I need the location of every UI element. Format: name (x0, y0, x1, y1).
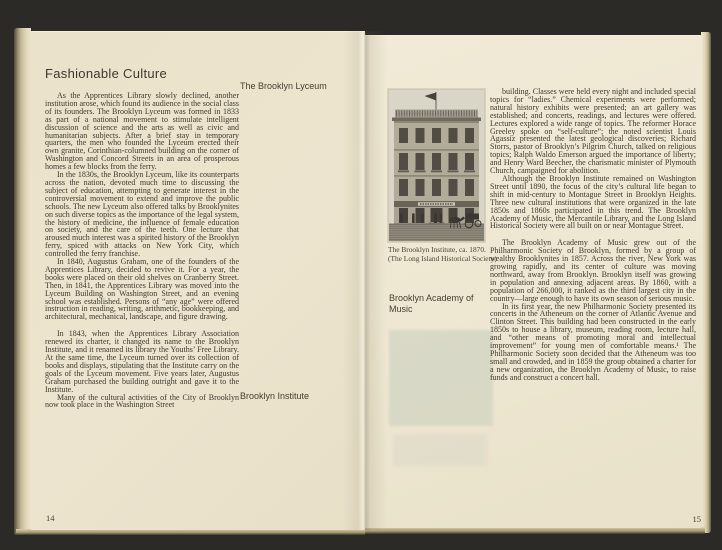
right-text-column (490, 88, 696, 382)
page-edge-bottom-right (365, 527, 705, 534)
paragraph: The Brooklyn Academy of Music grew out of the Philharmonic Society of Brooklyn, formed by a group of wealthy Brooklynites in 1857. Across the river, New York was growing rapidly, and its center of culture was moving northward, away from Brooklyn. Brooklyn itself was growing in population and annexing adjacent areas. By 1860, with a population of 266,000, it ranked as the third largest city in the country—large enough to have its own season of serious music. (490, 238, 696, 303)
margin-label-brooklyn-institute: Brooklyn Institute (240, 391, 310, 401)
figure-caption: The Brooklyn Institute, ca. 1870. (The Long Island Historical Society) (388, 245, 497, 263)
paragraph: building. Classes were held every night and included special topics for “ladies.” Chemical experiments were performed; natural history exhibits were presented; an art gallery was established; and concerts, readings, and lectures were offered. Lectures explored a wide range of topics. The reformer Horace Greeley spoke on “self-culture”; the noted scientist Louis Agassiz presented the latest geological discoveries; Richard Storrs, pastor of Brooklyn’s Pilgrim Church, talked on religious topics; Ralph Waldo Emerson argued the importance of liberty; and Henry Ward Beecher, the charismatic minister of Plymouth Church, campaigned for abolition. (490, 87, 696, 176)
brooklyn-institute-engraving (388, 89, 485, 242)
page-edge-stack-left (14, 28, 31, 535)
section-heading: Fashionable Culture (45, 66, 168, 81)
page-bleedthrough-image (389, 330, 493, 426)
building-facade (394, 123, 479, 201)
page-edge-stack-right (701, 32, 711, 533)
building-parapet (392, 110, 481, 124)
page-bleedthrough-text (393, 434, 487, 466)
paragraph: In 1840, Augustus Graham, one of the founders of the Apprentices Library, decided to revive it. For a year, the books were placed on their old shelves on Cranberry Street. Then, in 1841, the Apprentices Library was moved into the Lyceum Building on Washington Street, and an evening school was established. Persons of “any age” were offered instruction in reading, writing, arithmetic, bookkeeping, and architectural, mechanical, landscape, and figure drawing. (45, 257, 239, 322)
paragraph: Many of the cultural activities of the City of Brooklyn now took place in the Washington Street (45, 392, 239, 410)
paragraph: As the Apprentices Library slowly declined, another institution arose, which found its audience in the social class of its founders. The Brooklyn Lyceum was formed in 1833 as part of a national movement to stimulate intelligent discussion of science and the arts as well as civic and humanitarian subjects. After a brief stay in temporary quarters, the men who founded the Lyceum erected their own granite, Corinthian-columned building on the corner of Washington and Concord Streets in an area of prosperous homes a few blocks from the ferry. (45, 91, 239, 172)
paragraph: Although the Brooklyn Institute remained on Washington Street until 1890, the focus of the city’s cultural life began to shift in mid-century to Montague Street in Brooklyn Heights. Three new cultural institutions that were organized in the late 1850s and 1860s participated in this trend. The Brooklyn Academy of Music, the Mercantile Library, and the Long Island Historical Society were all built on or near Montague Street. (490, 173, 696, 231)
right-page (365, 35, 702, 528)
engraving-image (388, 89, 485, 242)
left-page (30, 31, 365, 530)
page-number-left: 14 (46, 513, 55, 523)
page-number-right: 15 (692, 514, 701, 524)
margin-label-brooklyn-lyceum: The Brooklyn Lyceum (240, 81, 327, 91)
street (388, 224, 485, 242)
margin-label-brooklyn-academy-of-music: Brooklyn Academy of Music (389, 293, 474, 314)
left-text-column (45, 92, 239, 409)
paragraph: In the 1830s, the Brooklyn Lyceum, like its counterparts across the nation, devoted much time to discussing the subject of education, attempting to generate interest in the controversial movement to extend and improve the public schools. The new Lyceum also offered talks by Brooklynites on such diverse topics as the importance of the legal system, the history of medicine, the influence of female education on society, and the care of the teeth. One lecture that aroused much interest was a spirited history of the Brooklyn ferry, spiced with attacks on New York City, which controlled the ferry franchise. (45, 170, 239, 259)
paragraph: In 1843, when the Apprentices Library Association renewed its charter, it changed its name to the Brooklyn Institute, and it renamed its library the Youths’ Free Library. At the same time, the Lyceum turned over its collection of books and displays, stipulating that the Institute carry on the goals of the Lyceum movement. Five years later, Augustus Graham purchased the building outright and gave it to the Institute. (45, 329, 239, 394)
paragraph: In its first year, the new Philharmonic Society presented its concerts in the Atheneum on the corner of Atlantic Avenue and Clinton Street. This building had been constructed in the early 1850s to house a library, museum, reading room, lecture hall, and “other means of promoting moral and intellectual improvement” for young men of comfortable means.¹ The Philharmonic Society soon decided that the Atheneum was too small and crowded, and in 1859 the group obtained a charter for a new organization, the Brooklyn Academy of Music, to raise funds and construct a concert hall. (490, 301, 696, 382)
